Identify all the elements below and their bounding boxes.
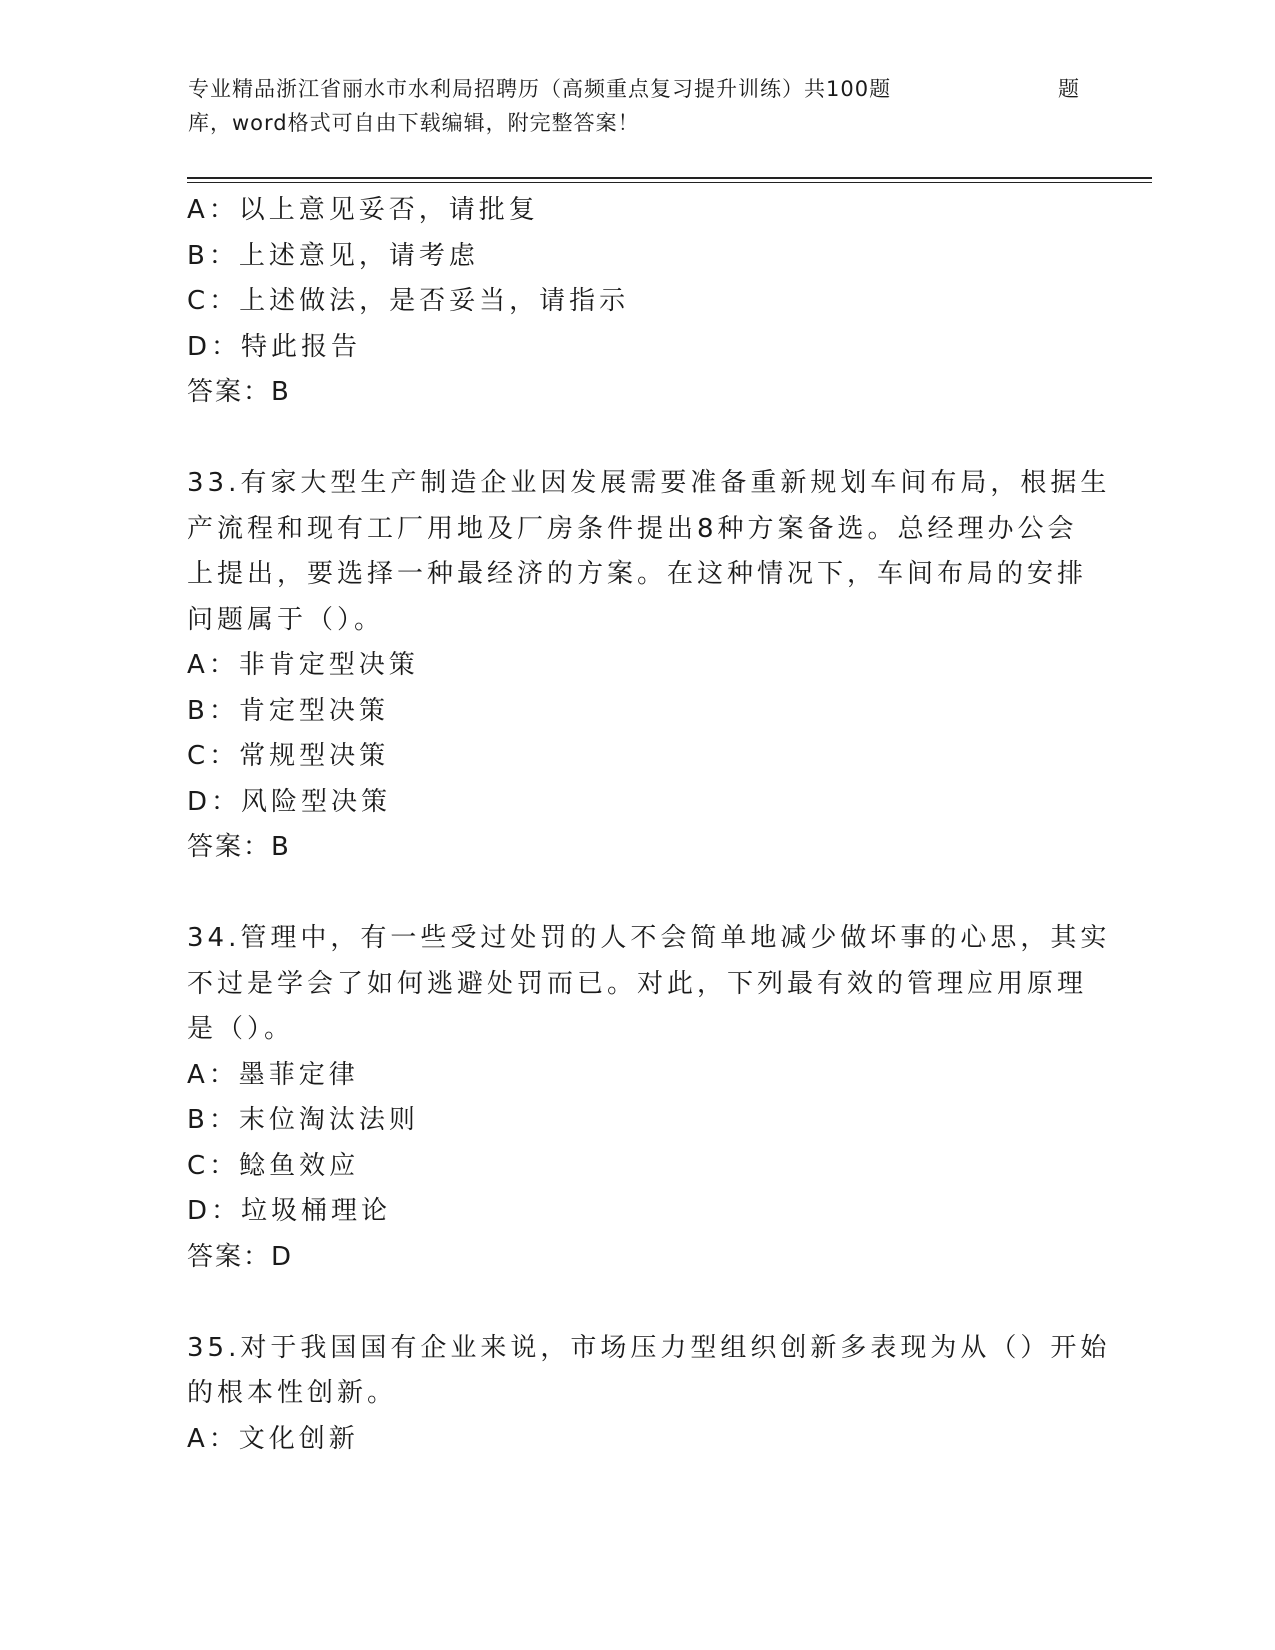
header-title-tail: 题 [1058,77,1080,101]
question-spacer [187,1280,1087,1326]
question-spacer [187,416,1087,462]
option-c: C：常规型决策 [187,741,390,771]
answer-line: 答案：B [187,832,291,862]
question-text-line: 34.管理中，有一些受过处罚的人不会简单地减少做坏事的心思，其实 [187,923,1111,953]
option-b: B：肯定型决策 [187,695,389,726]
question-text-line: 33.有家大型生产制造企业因发展需要准备重新规划车间布局，根据生 [187,468,1111,498]
option-a: A：非肯定型决策 [187,650,419,680]
header-title-line-2: 库，word格式可自由下载编辑，附完整答案！ [188,111,640,135]
question-text-line: 的根本性创新。 [187,1378,398,1408]
answer-line: 答案：D [187,1241,294,1272]
question-text-line: 上提出，要选择一种最经济的方案。在这种情况下，车间布局的安排 [187,559,1088,589]
option-d: D：特此报告 [187,331,362,362]
option-b: B：末位淘汰法则 [187,1105,419,1135]
document-body [187,188,1111,1462]
answer-line: 答案：B [187,377,291,407]
header-title-line-1 [188,72,1088,106]
question-text-line: 35.对于我国国有企业来说，市场压力型组织创新多表现为从（）开始 [187,1332,1111,1363]
option-b: B：上述意见，请考虑 [187,240,479,271]
question-text-line: 问题属于（）。 [187,604,385,635]
option-d: D：垃圾桶理论 [187,1196,392,1226]
option-d: D：风险型决策 [187,786,392,817]
question-33 [187,461,1111,871]
option-a: A：以上意见妥否，请批复 [187,195,539,225]
question-spacer [187,871,1087,917]
option-a: A：墨菲定律 [187,1059,359,1090]
question-text-line: 是（）。 [187,1014,295,1044]
question-35 [187,1326,1111,1463]
option-c: C：上述做法，是否妥当，请指示 [187,286,630,316]
header-divider-thick [187,177,1152,179]
option-a: A：文化创新 [187,1423,359,1454]
question-text-line: 产流程和现有工厂用地及厂房条件提出8种方案备选。总经理办公会 [187,513,1078,544]
question-34 [187,916,1111,1280]
page-header [188,72,1088,140]
question-32 [187,188,1087,416]
header-title-text: 专业精品浙江省丽水市水利局招聘历（高频重点复习提升训练）共100题 [188,77,892,101]
option-c: C：鲶鱼效应 [187,1150,360,1181]
header-divider-thin [187,182,1152,183]
question-text-line: 不过是学会了如何逃避处罚而已。对此，下列最有效的管理应用原理 [187,968,1088,999]
